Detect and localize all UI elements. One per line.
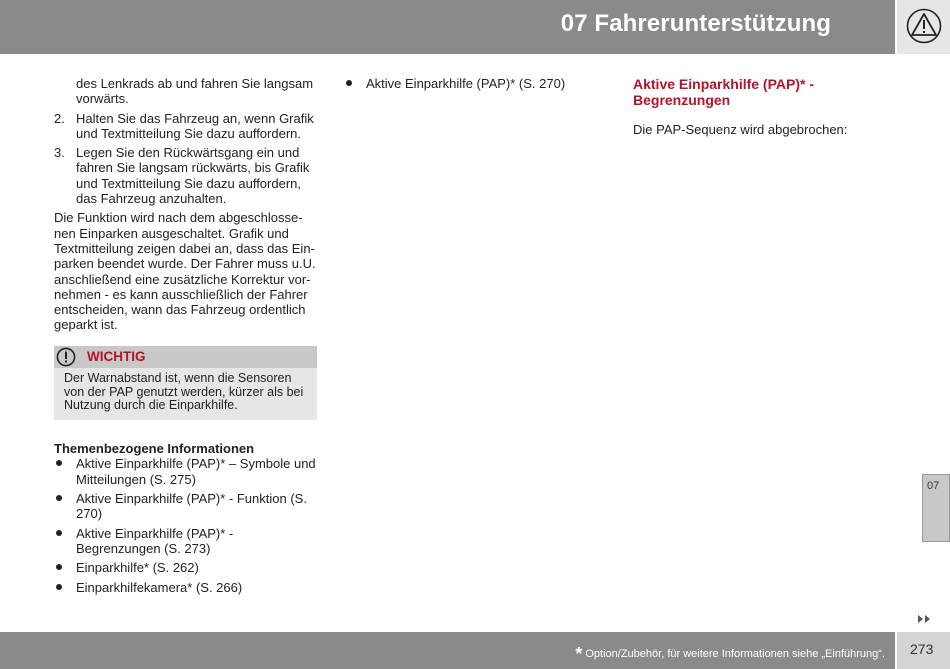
exclamation-icon — [56, 347, 76, 367]
next-page-icon[interactable] — [917, 614, 933, 624]
related-heading: Themenbezogene Informationen — [54, 441, 255, 457]
step-item — [54, 145, 318, 206]
section-text: Die PAP-Sequenz wird abgebrochen: — [633, 122, 848, 137]
important-text: Der Warnabstand ist, wenn die Sensoren von der PAP genutzt werden, kürzer als bei Nutzung durch die Einparkhilfe. — [64, 370, 304, 413]
column-left — [54, 76, 318, 595]
related-link[interactable] — [54, 491, 318, 522]
chapter-tab[interactable] — [922, 474, 950, 542]
related-link-text: Einparkhilfe* (S. 262) — [76, 560, 199, 576]
step-text: Legen Sie den Rückwärtsgang ein und fahren Sie langsam rückwärts, bis Grafik und Textmitteilung Sie dazu auffordern, das Fahrzeug anzuhalten. — [76, 145, 310, 207]
step-text: Halten Sie das Fahrzeug an, wenn Grafik und Textmitteilung Sie dazu auffordern. — [76, 110, 314, 141]
related-link-text: Aktive Einparkhilfe (PAP)* – Symbole und Mitteilungen (S. 275) — [76, 456, 316, 487]
related-link[interactable] — [54, 456, 318, 487]
related-link[interactable] — [54, 526, 318, 557]
bullet-icon — [56, 564, 62, 570]
bullet-icon — [56, 460, 62, 466]
related-link-text: Aktive Einparkhilfe (PAP)* (S. 270) — [366, 76, 566, 91]
important-box — [54, 346, 317, 420]
column-middle — [344, 76, 594, 91]
page-footer — [0, 632, 895, 669]
bullet-icon — [56, 584, 62, 590]
related-link-text: Aktive Einparkhilfe (PAP)* - Funktion (S. 270) — [76, 491, 307, 522]
important-header — [54, 346, 317, 368]
related-link[interactable] — [54, 560, 318, 575]
warning-triangle-icon — [906, 8, 942, 44]
step-number: 3. — [54, 145, 65, 161]
footnote-text: Option/Zubehör, für weitere Informationen siehe „Einführung“. — [585, 648, 885, 660]
chapter-title: 07 Fahrerunterstützung — [560, 10, 831, 37]
bullet-icon — [56, 495, 62, 501]
page-header — [0, 0, 895, 54]
page-number: 273 — [910, 641, 934, 657]
bullet-icon — [346, 80, 352, 86]
footnote — [575, 644, 885, 665]
section-title: Aktive Einparkhilfe (PAP)* - Begrenzungen — [633, 76, 815, 108]
body-paragraph: Die Funktion wird nach dem abgeschlosse-nen Einparken ausgeschaltet. Grafik und Textmitteilung zeigen dabei an, dass das Ein-parken beendet wurde. Der Fahrer muss u.U. anschließend eine zusätzliche Korrektur vor-nehmen - es kann ausschließlich der Fahrer entscheiden, wann das Fahrzeug ordentlich geparkt ist. — [54, 210, 316, 333]
important-title: WICHTIG — [87, 348, 146, 364]
related-link[interactable] — [54, 580, 318, 595]
step-continuation: des Lenkrads ab und fahren Sie langsam vorwärts. — [76, 76, 314, 107]
step-number: 2. — [54, 110, 65, 126]
bullet-icon — [56, 530, 62, 536]
page-number-box — [897, 632, 950, 669]
related-link[interactable] — [344, 76, 594, 91]
warning-box — [897, 0, 950, 54]
column-right — [633, 76, 893, 137]
chapter-tab-label: 07 — [927, 480, 940, 492]
step-item — [54, 111, 318, 142]
footnote-star: * — [575, 644, 583, 664]
related-link-text: Aktive Einparkhilfe (PAP)* - Begrenzungen (S. 273) — [76, 525, 234, 556]
related-link-text: Einparkhilfekamera* (S. 266) — [76, 579, 243, 595]
